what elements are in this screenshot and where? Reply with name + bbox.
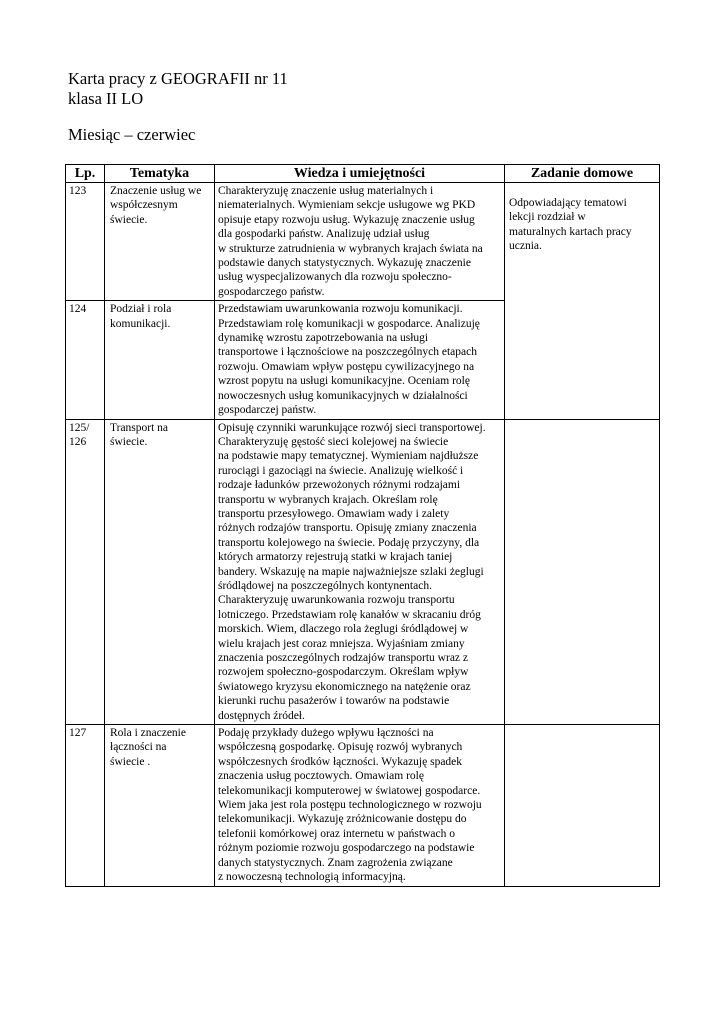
homework-empty-cell [505,419,660,725]
table-row [66,725,660,886]
row-lp: 127 [66,725,105,886]
table-header-row [66,165,660,183]
column-header-lp: Lp. [66,165,105,183]
row-topic: Podział i rola komunikacji. [105,301,215,419]
homework-cell: Odpowiadający tematowi lekcji rozdział w maturalnych kartach pracy ucznia. [505,183,660,420]
row-topic: Rola i znaczenie łączności na świecie . [105,725,215,886]
homework-empty-cell [505,725,660,886]
table-row [66,419,660,725]
class-label: klasa II LO [68,89,144,108]
curriculum-table [65,164,660,887]
row-lp: 123 [66,183,105,301]
row-knowledge: Podaję przykłady dużego wpływu łączności na współczesną gospodarkę. Opisuję rozwój wybranych współczesnych środków łączności. Wykazuję spadek znaczenia usług pocztowych. Omawiam rolę telekomunikacji komputerowej w światowej gospodarce. Wiem jaka jest rola postępu technologicznego w rozwoju telekomunikacji. Wykazuję zróżnicowanie dostępu do telefonii komórkowej oraz internetu w państwach o różnym poziomie rozwoju gospodarczego na podstawie danych statystycznych. Znam zagrożenia związane z nowoczesną technologią informacyjną. [215,725,505,886]
row-knowledge: Opisuję czynniki warunkujące rozwój sieci transportowej. Charakteryzuję gęstość sieci kolejowej na świecie na podstawie mapy tematycznej. Wymieniam najdłuższe rurociągi i gazociągi na świecie. Analizuję wielkość i rodzaje ładunków przewożonych różnymi rodzajami transportu w wybranych krajach. Określam rolę transportu przesyłowego. Omawiam wady i zalety różnych rodzajów transportu. Opisuję zmiany znaczenia transportu kolejowego na świecie. Podaję przyczyny, dla których armatorzy rejestrują statki w krajach taniej bandery. Wskazuję na mapie najważniejsze szlaki żeglugi śródlądowej na poszczególnych kontynentach. Charakteryzuję uwarunkowania rozwoju transportu lotniczego. Przedstawiam rolę kanałów w skracaniu dróg morskich. Wiem, dlaczego rola żeglugi śródlądowej w wielu krajach jest coraz mniejsza. Wyjaśniam zmiany znaczenia poszczególnych rodzajów transportu wraz z rozwojem społeczno-gospodarczym. Określam wpływ światowego kryzysu ekonomicznego na natężenie oraz kierunki ruchu pasażerów i towarów na podstawie dostępnych źródeł. [215,419,505,725]
row-knowledge: Przedstawiam uwarunkowania rozwoju komunikacji. Przedstawiam rolę komunikacji w gospodarce. Analizuję dynamikę wzrostu zapotrzebowania na usługi transportowe i łącznościowe na poszczególnych etapach rozwoju. Omawiam wpływ postępu cywilizacyjnego na wzrost popytu na usługi komunikacyjne. Oceniam rolę nowoczesnych usług komunikacyjnych w działalności gospodarczej państw. [215,301,505,419]
column-header-homework: Zadanie domowe [505,165,660,183]
row-topic: Znaczenie usług we współczesnym świecie. [105,183,215,301]
row-knowledge: Charakteryzuję znaczenie usług materialnych i niematerialnych. Wymieniam sekcje usługowe wg PKD opisuje etapy rozwoju usług. Wykazuję znaczenie usług dla gospodarki państw. Analizuję udział usług w strukturze zatrudnienia w wybranych krajach świata na podstawie danych statystycznych. Wykazuję znaczenie usług wyspecjalizowanych dla rozwoju społeczno- gospodarczego państw. [215,183,505,301]
row-lp: 124 [66,301,105,419]
row-lp: 125/ 126 [66,419,105,725]
row-topic: Transport na świecie. [105,419,215,725]
document-header [68,69,288,109]
column-header-knowledge: Wiedza i umiejętności [215,165,505,183]
table-row [66,183,660,301]
month-label: Miesiąc – czerwiec [68,125,196,144]
column-header-topic: Tematyka [105,165,215,183]
worksheet-title: Karta pracy z GEOGRAFII nr 11 [68,69,288,88]
